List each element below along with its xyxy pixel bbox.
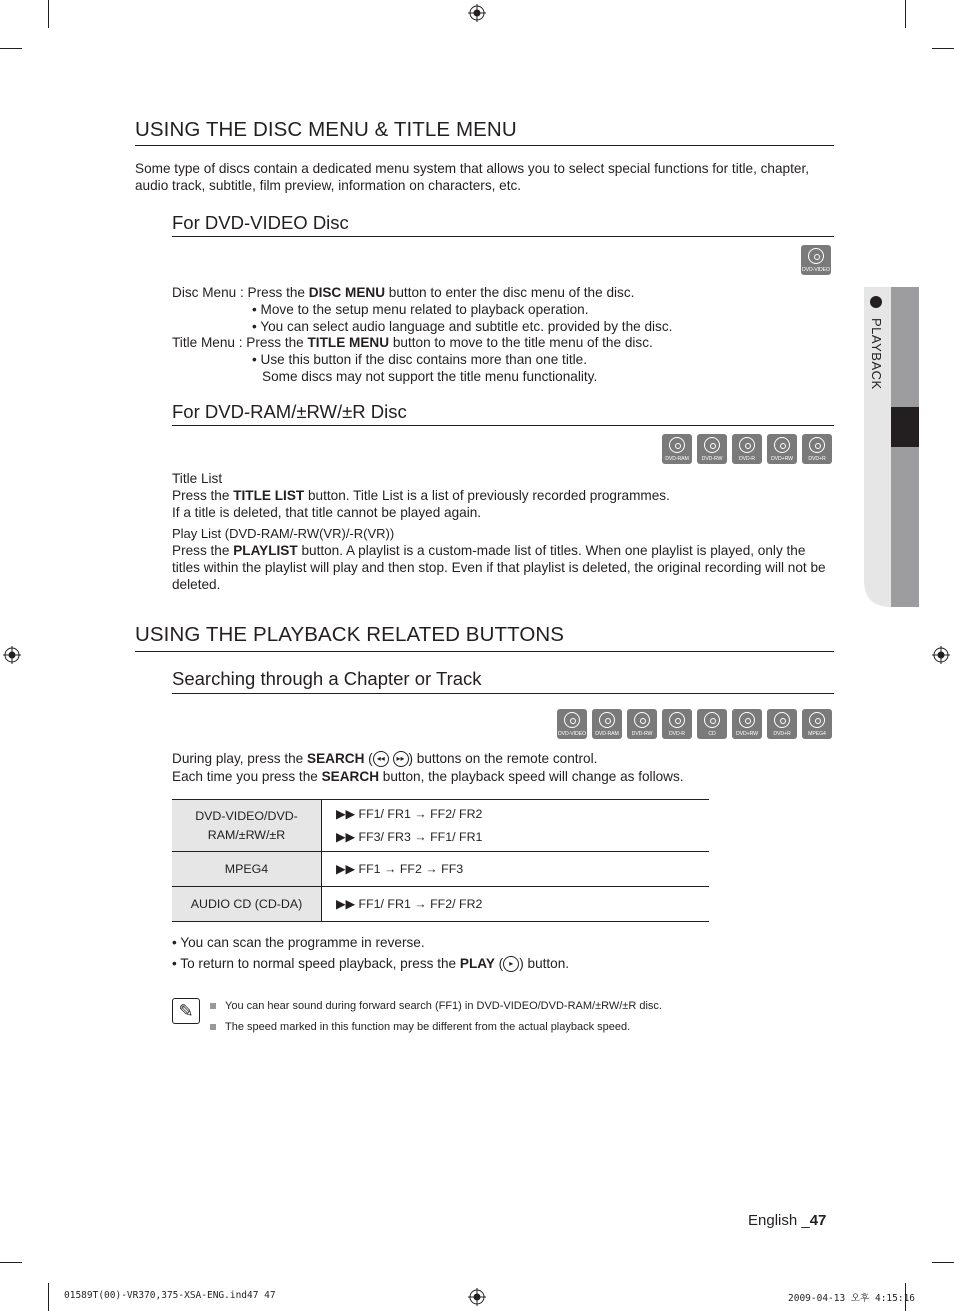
crop-mark	[48, 1283, 49, 1311]
dvd-r-disc-icon: DVD-R	[662, 709, 692, 739]
search-instruction-line1: During play, press the SEARCH ( ◂◂ ▸▸ ) buttons on the remote control.	[172, 751, 598, 766]
registration-mark-icon	[932, 646, 950, 664]
bullet-normal-speed: • To return to normal speed playback, press the PLAY ( ▸ ) button.	[172, 956, 570, 971]
disc-icons-dvd-video	[801, 245, 831, 275]
table-row-value: ▶▶ FF1/ FR1 → FF2/ FR2 ▶▶ FF3/ FR3 → FF1/ FR1	[322, 800, 710, 852]
bullet-reverse: • You can scan the programme in reverse.	[172, 935, 425, 950]
title-list-line: Press the TITLE LIST button. Title List is a list of previously recorded programmes.	[172, 488, 670, 503]
dvd-plus-r-disc-icon: DVD+R	[767, 709, 797, 739]
dvd-plus-rw-disc-icon: DVD+RW	[732, 709, 762, 739]
table-row	[172, 852, 709, 887]
subheading-rule	[172, 236, 834, 237]
note-pencil-icon: ✎	[172, 998, 200, 1024]
title-menu-bullet-cont: Some discs may not support the title menu functionality.	[262, 369, 598, 384]
dvd-rw-disc-icon: DVD-RW	[627, 709, 657, 739]
ff-icon: ▶▶	[336, 829, 356, 844]
bullet-dot-icon	[870, 296, 882, 308]
dvd-ram-disc-icon: DVD-RAM	[662, 434, 692, 464]
ff-icon: ▶▶	[336, 806, 356, 821]
registration-mark-icon	[468, 1288, 486, 1306]
table-row-header: DVD-VIDEO/DVD-RAM/±RW/±R	[172, 800, 322, 852]
table-row-header: AUDIO CD (CD-DA)	[172, 887, 322, 922]
dvd-plus-r-disc-icon: DVD+R	[802, 434, 832, 464]
title-menu-line: Title Menu : Press the TITLE MENU button to move to the title menu of the disc.	[172, 335, 653, 350]
subheading-rule	[172, 425, 834, 426]
subheading-dvd-video: For DVD-VIDEO Disc	[172, 212, 349, 233]
registration-mark-icon	[3, 646, 21, 664]
dvd-video-disc-icon: DVD-VIDEO	[557, 709, 587, 739]
mpeg4-disc-icon: MPEG4	[802, 709, 832, 739]
crop-mark	[932, 48, 954, 49]
intro-paragraph: Some type of discs contain a dedicated menu system that allows you to select special functions for title, chapter, audio track, subtitle, film preview, information on characters, etc.	[135, 161, 809, 193]
title-list-line2: If a title is deleted, that title cannot be played again.	[172, 505, 482, 520]
table-row-header: MPEG4	[172, 852, 322, 887]
ff-icon: ▶▶	[336, 896, 356, 911]
crop-mark	[0, 1262, 22, 1263]
ff-icon: ▶▶	[336, 861, 356, 876]
subheading-rule	[172, 693, 834, 694]
notes-list	[210, 1000, 662, 1042]
table-row-value: ▶▶ FF1 → FF2 → FF3	[322, 852, 710, 887]
subheading-searching: Searching through a Chapter or Track	[172, 668, 482, 689]
cd-disc-icon: CD	[697, 709, 727, 739]
section-rule	[135, 145, 834, 146]
page-footer: English _47	[748, 1212, 827, 1229]
disc-icons-dvd-ram	[662, 434, 832, 464]
table-row-value: ▶▶ FF1/ FR1 → FF2/ FR2	[322, 887, 710, 922]
section-rule	[135, 651, 834, 652]
title-menu-bullet: • Use this button if the disc contains more than one title.	[252, 352, 587, 367]
search-speed-table	[172, 799, 709, 922]
crop-mark	[48, 0, 49, 28]
dvd-plus-rw-disc-icon: DVD+RW	[767, 434, 797, 464]
crop-mark	[0, 48, 22, 49]
play-list-paragraph: Press the PLAYLIST button. A playlist is a custom-made list of titles. When one playlist is played, only the titles within the playlist will play and then stop. Even if that playlist is deleted, the original recording will not be deleted.	[172, 543, 826, 592]
dvd-video-disc-icon: DVD-VIDEO	[801, 245, 831, 275]
print-slug-left: 01589T(00)-VR370,375-XSA-ENG.ind47 47	[64, 1290, 276, 1301]
disc-icons-search	[557, 709, 832, 739]
dvd-r-disc-icon: DVD-R	[732, 434, 762, 464]
note-item: You can hear sound during forward search (FF1) in DVD-VIDEO/DVD-RAM/±RW/±R disc.	[210, 1000, 662, 1012]
disc-menu-line: Disc Menu : Press the DISC MENU button to enter the disc menu of the disc.	[172, 285, 635, 300]
note-item: The speed marked in this function may be different from the actual playback speed.	[210, 1021, 662, 1033]
crop-mark	[932, 1262, 954, 1263]
dvd-ram-disc-icon: DVD-RAM	[592, 709, 622, 739]
crop-mark	[905, 0, 906, 28]
search-back-icon: ◂◂	[373, 751, 389, 767]
registration-mark-icon	[468, 4, 486, 22]
title-list-heading: Title List	[172, 471, 223, 486]
disc-menu-bullet: • You can select audio language and subtitle etc. provided by the disc.	[252, 319, 673, 334]
print-slug-right: 2009-04-13 오후 4:15:16	[788, 1293, 916, 1304]
side-tab-label-wrap	[866, 318, 888, 398]
subheading-dvd-ram: For DVD-RAM/±RW/±R Disc	[172, 401, 407, 422]
play-icon: ▸	[503, 956, 519, 972]
disc-menu-bullet: • Move to the setup menu related to playback operation.	[252, 302, 589, 317]
section-title-disc-menu: USING THE DISC MENU & TITLE MENU	[135, 118, 517, 141]
search-forward-icon: ▸▸	[393, 751, 409, 767]
dvd-rw-disc-icon: DVD-RW	[697, 434, 727, 464]
table-row	[172, 887, 709, 922]
search-instruction-line2: Each time you press the SEARCH button, the playback speed will change as follows.	[172, 769, 684, 784]
section-title-playback-buttons: USING THE PLAYBACK RELATED BUTTONS	[135, 623, 565, 646]
play-list-heading: Play List (DVD-RAM/-RW(VR)/-R(VR))	[172, 526, 395, 541]
table-row	[172, 800, 709, 852]
side-tab-label: PLAYBACK	[869, 318, 884, 390]
